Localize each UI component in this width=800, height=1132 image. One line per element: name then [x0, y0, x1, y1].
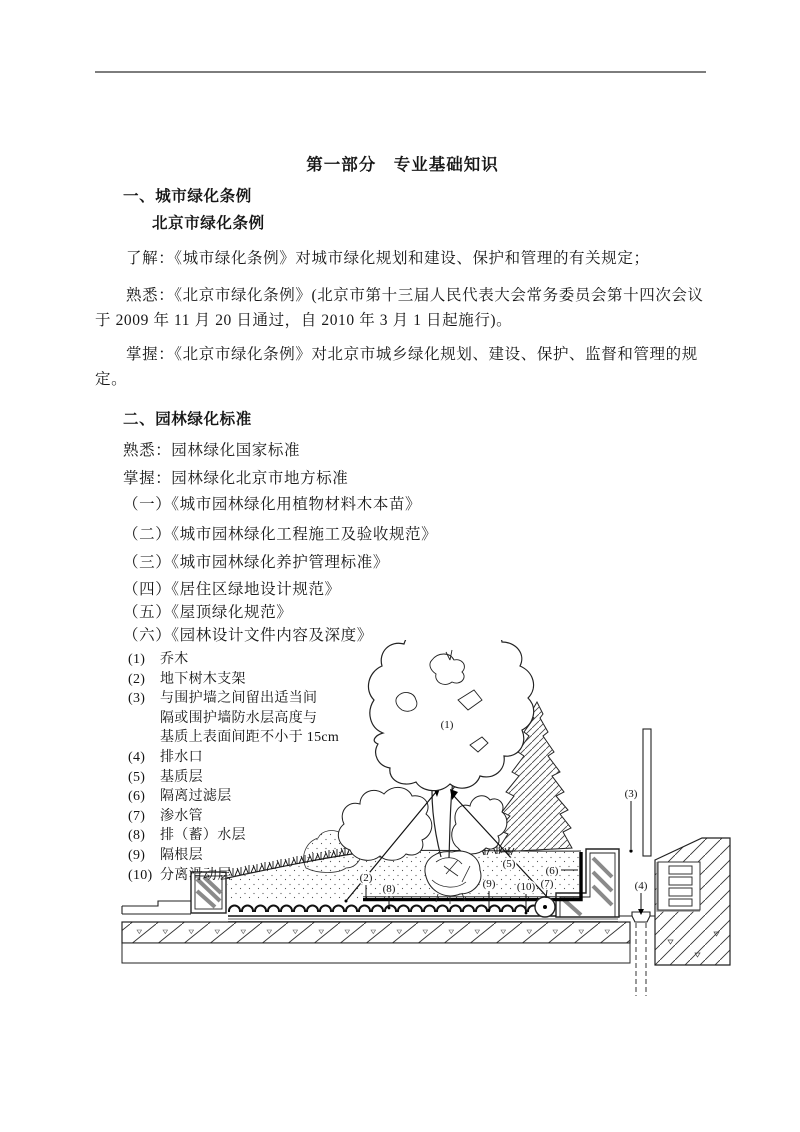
- list-line: 熟悉：园林绿化国家标准: [123, 442, 301, 459]
- paragraph-liaojie: 了解：《城市绿化条例》对城市绿化规划和建设、保护和管理的有关规定；: [126, 250, 650, 267]
- legend-item: (1) 乔木: [128, 652, 189, 667]
- list-line: （五）《屋顶绿化规范》: [123, 604, 293, 621]
- callout-10: (10): [516, 881, 536, 893]
- left-ledge: [122, 901, 191, 914]
- list-line: （一）《城市园林绿化用植物材料木本苗》: [123, 496, 422, 513]
- section2-heading: 二、园林绿化标准: [123, 411, 252, 428]
- list-line: （三）《城市园林绿化养护管理标准》: [123, 554, 389, 571]
- green-roof-figure: [0, 640, 800, 1132]
- wall-flashing-bar: [643, 729, 651, 856]
- legend-item: (10) 分离滑动层: [128, 867, 232, 883]
- section1-subheading: 北京市绿化条例: [152, 215, 265, 232]
- legend-item: (7) 渗水管: [128, 808, 203, 824]
- legend-item: (2) 地下树木支架: [128, 671, 246, 687]
- tree-canopy: [368, 640, 533, 791]
- section1-heading: 一、城市绿化条例: [123, 188, 252, 205]
- callout-8: (8): [382, 883, 396, 895]
- callout-1: (1): [440, 719, 454, 731]
- legend-item: (6) 隔离过滤层: [128, 789, 232, 805]
- paragraph-zhangwo: 掌握：《北京市绿化条例》对北京市城乡绿化规划、建设、保护、监督和管理的规定。: [95, 346, 698, 388]
- green-roof-diagram: [0, 640, 800, 1132]
- document-body: [95, 0, 710, 645]
- right-wall: [655, 838, 730, 965]
- roof-slab: [122, 922, 630, 963]
- legend-item: (4) 排水口: [128, 749, 203, 765]
- paragraph-shuxi: 熟悉：《北京市绿化条例》(北京市第十三届人民代表大会常务委员会第十四次会议于 2009 年 11 月 20 日通过，自 2010 年 3 月 1 日起施行)。: [95, 287, 704, 329]
- seepage-pipe: [535, 897, 555, 917]
- legend-item: (3) 与围护墙之间留出适当间 隔或围护墙防水层高度与 基质上表面间距不小于 15cm: [128, 691, 340, 746]
- callout-6: (6): [545, 865, 559, 877]
- callout-2: (2): [359, 872, 373, 884]
- legend-item: (5) 基质层: [128, 769, 203, 785]
- legend-item: (8) 排（蓄）水层: [128, 828, 246, 844]
- callout-3: (3): [624, 788, 638, 800]
- callout-9: (9): [482, 878, 496, 890]
- callout-4: (4): [634, 880, 648, 892]
- figure-legend: [128, 650, 376, 885]
- callout-5: (5): [502, 858, 516, 870]
- list-line: （二）《城市园林绿化工程施工及验收规范》: [123, 525, 438, 543]
- callout-7: (7): [540, 878, 554, 890]
- list-line: （六）《园林设计文件内容及深度》: [123, 627, 373, 644]
- page-title: 第一部分 专业基础知识: [306, 155, 499, 174]
- legend-item: (9) 隔根层: [128, 847, 203, 863]
- list-line: （四）《居住区绿地设计规范》: [123, 580, 341, 598]
- list-line: 掌握：园林绿化北京市地方标准: [123, 469, 349, 487]
